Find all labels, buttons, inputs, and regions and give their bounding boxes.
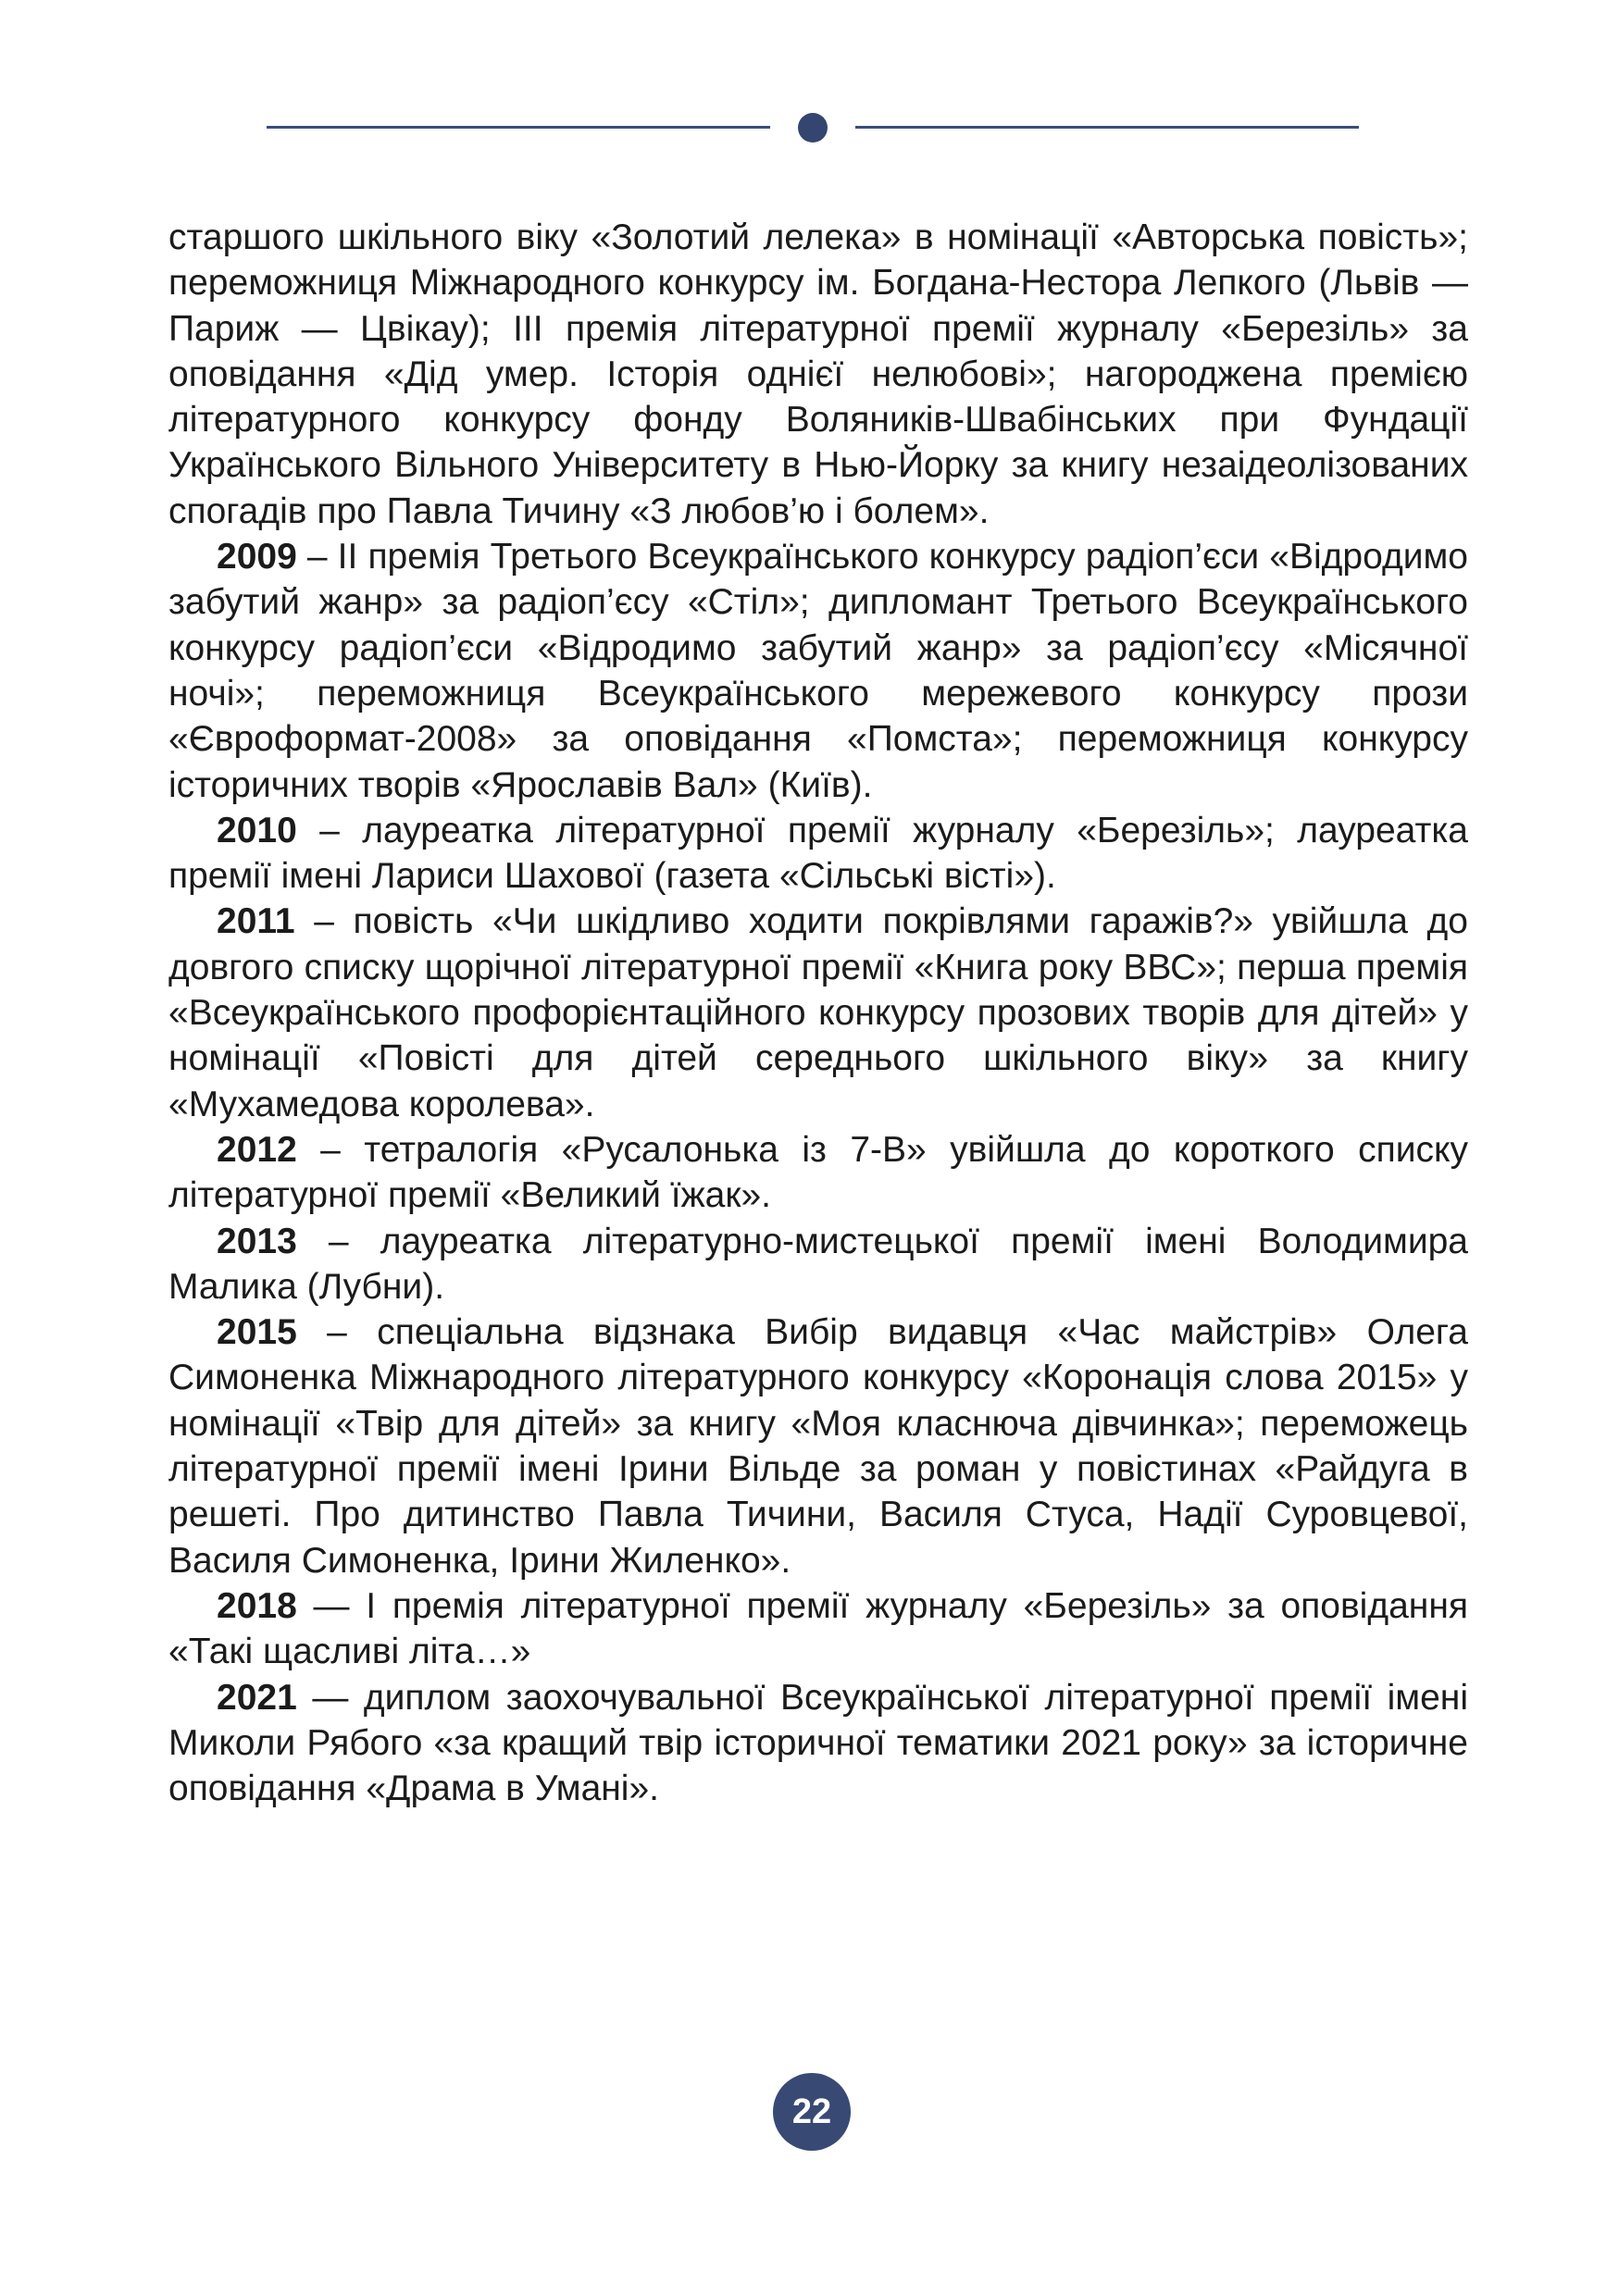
- page-number: 22: [791, 2091, 832, 2131]
- body-text: [168, 215, 1468, 1811]
- year-label: 2021: [217, 1677, 297, 1718]
- header-rule: [267, 118, 1359, 135]
- year-label: 2009: [217, 537, 297, 577]
- year-label: 2015: [217, 1312, 297, 1353]
- paragraph-text: — диплом заохочувальної Всеукраїнської літературної премії імені Миколи Рябого «за кращий твір історичної тематики 2021 року» за історичне оповідання «Драма в Умані».: [168, 1677, 1468, 1809]
- paragraph-text: – ІІ премія Третього Всеукраїнського конкурсу радіоп’єси «Відродимо забутий жанр» за радіоп’єсу «Стіл»; дипломант Третього Всеукраїнського конкурсу радіоп’єси «Відродимо забутий жанр» за радіоп’єсу «Місячної ночі»; переможниця Всеукраїнського мережевого конкурсу прози «Євроформат-2008» за оповідання «Помста»; переможниця конкурсу історичних творів «Ярославів Вал» (Київ).: [168, 537, 1468, 805]
- paragraph-text: – повість «Чи шкідливо ходити покрівлями гаражів?» увійшла до довгого списку щорічної літературної премії «Книга року ВВС»; перша премія «Всеукраїнського профорієнтаційного конкурсу прозових творів для дітей» у номінації «Повісті для дітей середнього шкільного віку» за книгу «Мухамедова королева».: [168, 901, 1468, 1124]
- year-label: 2011: [217, 901, 295, 942]
- paragraph-text: – лауреатка літературної премії журналу «Березіль»; лауреатка премії імені Лариси Шахової (газета «Сільські вісті»).: [168, 810, 1468, 897]
- paragraph-2010: [168, 808, 1468, 900]
- paragraph-2018: [168, 1583, 1468, 1675]
- paragraph-continuation: [168, 215, 1468, 534]
- paragraph-2012: [168, 1127, 1468, 1219]
- header-rule-left-line: [267, 126, 770, 129]
- header-rule-dot: [798, 113, 828, 143]
- paragraph-text: – лауреатка літературно-мистецької премії імені Володимира Малика (Лубни).: [168, 1221, 1468, 1307]
- paragraph-text: старшого шкільного віку «Золотий лелека» в номінації «Авторська повість»; переможниця Міжнародного конкурсу ім. Богдана-Нестора Лепкого (Львів — Париж — Цвікау); ІІІ премія літературної премії журналу «Березіль» за оповідання «Дід умер. Історія однієї нелюбові»; нагороджена премією літературного конкурсу фонду Воляників-Швабінських при Фундації Українського Вільного Університету в Нью-Йорку за книгу незаідеолізованих спогадів про Павла Тичину «З любов’ю і болем».: [168, 217, 1468, 531]
- paragraph-text: — І премія літературної премії журналу «Березіль» за оповідання «Такі щасливі літа…»: [168, 1585, 1468, 1672]
- paragraph-2021: [168, 1675, 1468, 1812]
- paragraph-2013: [168, 1219, 1468, 1310]
- year-label: 2013: [217, 1221, 297, 1261]
- paragraph-text: – спеціальна відзнака Вибір видавця «Час майстрів» Олега Симоненка Міжнародного літературного конкурсу «Коронація слова 2015» у номінації «Твір для дітей» за книгу «Моя класнюча дівчинка»; переможець літературної премії імені Ірини Вільде за роман у повістинах «Райдуга в решеті. Про дитинство Павла Тичини, Василя Стуса, Надії Суровцевої, Василя Симоненка, Ірини Жиленко».: [168, 1312, 1468, 1581]
- year-label: 2010: [217, 810, 297, 850]
- paragraph-2015: [168, 1309, 1468, 1583]
- paragraph-text: – тетралогія «Русалонька із 7-В» увійшла до короткого списку літературної премії «Великий їжак».: [168, 1129, 1468, 1216]
- header-rule-right-line: [855, 126, 1359, 129]
- year-label: 2018: [217, 1585, 297, 1626]
- paragraph-2011: [168, 899, 1468, 1126]
- page-number-badge: [773, 2073, 851, 2151]
- year-label: 2012: [217, 1129, 297, 1170]
- paragraph-2009: [168, 534, 1468, 808]
